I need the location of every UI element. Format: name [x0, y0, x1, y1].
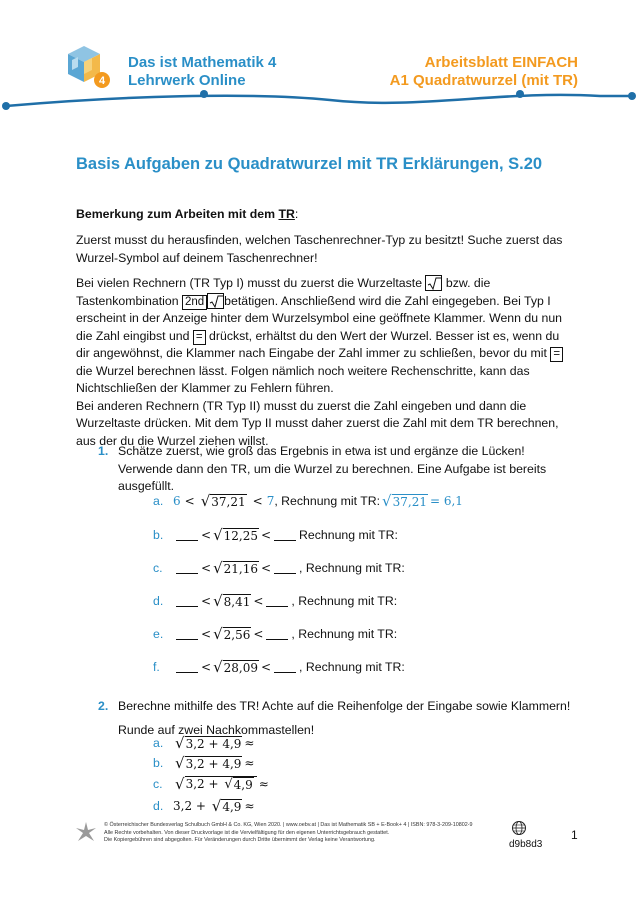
inner-radicand: 4,9 [233, 778, 253, 792]
radicand: 12,25 [223, 528, 258, 543]
publisher-logo-icon [74, 820, 98, 844]
remark-heading-tr: TR [278, 207, 295, 221]
item-letter: e. [153, 627, 164, 641]
answer-blank[interactable] [274, 529, 296, 541]
answer-blank[interactable] [176, 529, 198, 541]
answer-blank[interactable] [274, 661, 296, 673]
sqrt-expression: √ 21,16 [213, 558, 258, 577]
answer-blank[interactable] [176, 628, 198, 640]
sqrt-expression: √ 8,41 [213, 591, 251, 610]
page-number: 1 [571, 828, 578, 842]
task-1-item-d [153, 590, 397, 612]
sqrt-key-icon [425, 275, 442, 291]
radicand: 3,2 + 4,9 [185, 736, 242, 751]
task-1-item-b [153, 524, 398, 546]
example-high-bound: 7 [266, 494, 275, 508]
task-number: 1. [98, 444, 109, 458]
task-2-item-d [153, 795, 255, 817]
brand-line-2: Lehrwerk Online [128, 72, 246, 89]
radicand: 3,2 + [185, 777, 223, 791]
answer-blank[interactable] [274, 562, 296, 574]
footer-line: Die Kopiergebühren sind abgegolten. Für Veränderungen durch Dritte übernimmt der Verlag keine Verantwortung. [104, 837, 376, 844]
radicand: 3,2 + 4,9 [185, 756, 242, 771]
item-letter: a. [153, 494, 164, 508]
footer-line: © Österreichischer Bundesverlag Schulbuch GmbH & Co. KG, Wien 2020. | www.oebv.at | Das ist Mathematik SB + E-Book+ 4 | ISBN: 978-3-209-10802-9 [104, 822, 473, 828]
globe-icon[interactable] [511, 820, 527, 836]
item-letter: f. [153, 660, 160, 674]
answer-blank[interactable] [266, 595, 288, 607]
radicand: 37,21 [392, 494, 427, 509]
calc-label: , Rechnung mit TR: [299, 561, 405, 575]
header-wave-line [0, 84, 640, 120]
answer-blank[interactable] [176, 661, 198, 673]
task-2-item-b [153, 752, 254, 774]
calc-label: , Rechnung mit TR: [291, 594, 398, 608]
calculator-paragraph [76, 275, 566, 450]
sqrt-expression: √ 28,09 [213, 657, 258, 676]
radicand: 37,21 [211, 494, 246, 509]
page-header [0, 0, 640, 120]
key-equals: = [193, 330, 206, 345]
sqrt-expression: √ 37,21 [200, 491, 246, 510]
less-than-sign: < [201, 594, 212, 608]
approx-sign: ≈ [244, 799, 255, 813]
less-than-sign: < [253, 627, 264, 641]
sqrt-key-icon [207, 293, 224, 309]
task-text: Berechne mithilfe des TR! Achte auf die Reihenfolge der Eingabe sowie Klammern! Runde auf zwei Nachkommastellen! [118, 699, 571, 737]
item-letter: d. [153, 594, 164, 608]
less-than-sign: < [184, 494, 195, 508]
worksheet-topic: A1 Quadratwurzel (mit TR) [389, 72, 578, 89]
less-than-sign: < [201, 627, 212, 641]
worksheet-level: Arbeitsblatt EINFACH [424, 54, 578, 71]
radicand: 28,09 [223, 660, 258, 675]
logo-number: 4 [98, 75, 106, 87]
less-than-sign: < [201, 528, 212, 542]
answer-blank[interactable] [176, 562, 198, 574]
less-than-sign: < [260, 561, 272, 575]
text-segment: betätigen. Anschließend wird die Zahl eingegeben. Bei Typ I erscheint in der Anzeige hinter dem Wurzelsymbol eine geöffnete Klammer. Wenn du nun die Zahl eingibst und [76, 293, 563, 343]
online-code[interactable]: d9b8d3 [509, 839, 543, 850]
calc-label: , Rechnung mit TR: [274, 494, 381, 508]
text-segment: Bei vielen Rechnern (TR Typ I) musst du zuerst die Wurzeltaste [76, 276, 426, 290]
item-letter: d. [153, 799, 164, 813]
text-segment: bzw. die Tastenkombination [76, 276, 491, 308]
example-low-bound: 6 [173, 494, 181, 508]
calc-label: Rechnung mit TR: [299, 528, 398, 542]
task-text: Schätze zuerst, wie groß das Ergebnis in etwa ist und ergänze die Lücken! Verwende dann den TR, um die Wurzel zu berechnen. Eine Aufgabe ist bereits ausgefüllt. [118, 444, 547, 493]
less-than-sign: < [201, 561, 212, 575]
addend: 3,2 + [173, 799, 210, 813]
task-2-item-a [153, 732, 254, 754]
less-than-sign: < [201, 660, 212, 674]
text-segment: Bei anderen Rechnern (TR Typ II) musst du zuerst die Zahl eingeben und dann die Wurzeltaste drücken. Mit dem Typ II musst daher zuerst die Zahl mit dem TR berechnen, aus der du die Wurzel ziehen willst. [76, 398, 559, 448]
example-result: = 6,1 [429, 494, 463, 508]
item-letter: b. [153, 528, 164, 542]
key-equals: = [550, 347, 563, 362]
radicand: 2,56 [223, 627, 251, 642]
approx-sign: ≈ [258, 777, 269, 791]
footer-line: Alle Rechte vorbehalten. Von dieser Druckvorlage ist die Vervielfältigung für den eigenen Unterrichtsgebrauch gestattet. [104, 829, 390, 836]
remark-heading [76, 206, 566, 224]
less-than-sign: < [260, 660, 272, 674]
calc-label: , Rechnung mit TR: [291, 627, 398, 641]
sqrt-expression: √ 12,25 [213, 525, 258, 544]
brand-line-1: Das ist Mathematik 4 [128, 54, 277, 71]
task-1-item-c [153, 557, 405, 579]
sqrt-expression: √ 2,56 [213, 624, 251, 643]
item-letter: c. [153, 777, 163, 791]
answer-blank[interactable] [176, 595, 198, 607]
footer-copyright [104, 822, 504, 845]
radicand: 8,41 [223, 594, 251, 609]
sqrt-expression: √ 3,2 + 4,9 [175, 753, 242, 772]
item-letter: b. [153, 756, 164, 770]
remark-heading-text: Bemerkung zum Arbeiten mit dem [76, 207, 279, 221]
task-1-item-a [153, 490, 463, 512]
less-than-sign: < [260, 528, 272, 542]
task-1 [98, 443, 578, 496]
item-letter: a. [153, 736, 164, 750]
task-1-item-e [153, 623, 397, 645]
task-1-item-f [153, 656, 405, 678]
item-letter: c. [153, 561, 163, 575]
text-segment: drückst, erhältst du den Wert der Wurzel. Besser ist es, wenn du dir angewöhnst, die Klammer nach Eingabe der Zahl immer zu schließen, bevor du mit [76, 328, 560, 360]
calc-label: , Rechnung mit TR: [299, 660, 405, 674]
sqrt-expression: √ 3,2 + 4,9 [175, 733, 242, 752]
nested-sqrt-expression: √ 4,9 [224, 777, 253, 792]
task-2-item-c [153, 773, 269, 795]
radicand: 4,9 [222, 799, 242, 814]
text-segment: die Wurzel berechnen lässt. Folgen nämlich noch weitere Rechenschritte, kann das Nichtschließen der Klammer zu Fehlern führen. [76, 363, 530, 395]
task-number: 2. [98, 699, 109, 713]
example-sqrt-result: √ 37,21 [382, 491, 427, 510]
less-than-sign: < [252, 494, 263, 508]
key-2nd: 2nd [182, 295, 207, 310]
page-title: Basis Aufgaben zu Quadratwurzel mit TR Erklärungen, S.20 [76, 155, 543, 173]
intro-paragraph: Zuerst musst du herausfinden, welchen Taschenrechner-Typ zu besitzt! Suche zuerst das Wurzel-Symbol auf deinem Taschenrechner! [76, 233, 563, 265]
sqrt-expression: √ 4,9 [211, 796, 242, 815]
remark-heading-colon: : [294, 207, 299, 221]
approx-sign: ≈ [244, 756, 255, 770]
approx-sign: ≈ [244, 736, 255, 750]
radicand: 21,16 [223, 561, 258, 576]
sqrt-expression: √ 3,2 + √ 4,9 [175, 776, 257, 792]
less-than-sign: < [253, 594, 264, 608]
answer-blank[interactable] [266, 628, 288, 640]
